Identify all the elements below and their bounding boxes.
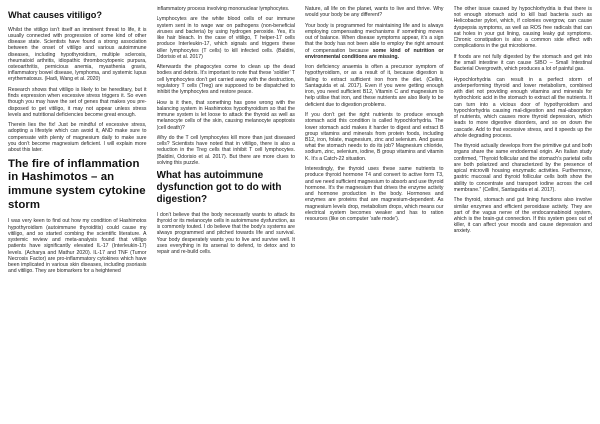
heading-what-causes-vitiligo: What causes vitiligo? [8,10,102,20]
emphasis-text: some kind of nutrition or environmental conditions are missing. [305,47,444,60]
column-1 [8,6,147,420]
column-2 [157,6,296,420]
paragraph: Lymphocytes are the white blood cells of our immune system sent in to wage war on pathogens (non-beneficial viruses and bacteria) by using hydrogen peroxide. Yes, it’s like hair bleach. In the case of vitiligo, T helper-17 cells produce Interleukin-17, which signals and triggers these killer lymphocytes (T cells) to kill infected cells. (Baldini, Odorisio et al. 2017) [156,16,295,60]
column-3 [305,6,444,420]
paragraph: The thyroid, stomach and gut lining functions also involve similar enzymes and efficient peroxidase activity. They are part of the vagus nerve of the endocannabinoid system, which is the brain-gut connection. If this system goes out of killer, it can affect your moods and cause depression and anxiety. [453,197,592,235]
heading-autoimmune-digestion: What has autoimmune dysfunction got to do with digestion? [156,170,282,205]
paragraph [305,23,444,60]
heading-fire-of-inflammation: The fire of inflammation in Hashimotos – an immune system cytokine storm [8,157,146,211]
paragraph: How is it then, that something has gone wrong with the balancing system in Hashimotos hypothyroidism so that the immune system is let loose to attack the thyroid as well as melanocyte cells of the skin, causing melanocyte apoptosis (cell death)? [156,99,295,131]
paragraph: Afterwards the phagocytes come to clean up the dead bodies and debris. It’s important to note that these ‘soldier’ T cell lymphocytes don’t get carried away with the destruction, regulatory T cells (Treg) are supposed to be dispatched to inhibit the lymphocytes and restore peace. [156,64,295,96]
paragraph: Whilst the vitiligo isn’t itself an imminent threat to life, it is usually connected with progression of some kind of other disease state. Scientists have found a strong association between the onset of vitiligo and various autoimmune diseases, including hypothyroidism, multiple sclerosis, rheumatoid arthritis, idiopathic thrombocytopenic purpura, osteoarthritis, pernicious anemia, myasthenia gravis, inflammatory bowel disease, lymphoma, and systemic lupus erythematosus. (Hadi, Wang et al. 2020) [8,26,147,83]
paragraph: inflammatory process involving mononuclear lymphocytes. [156,6,290,12]
paragraph: Therein lies the fix! Just be mindful of excessive stress, adopting a lifestyle which can avoid it, AND make sure to compensate with plenty of magnesium daily to make sure you don’t become magnesium deficient. I will explain more about this later. [8,122,147,154]
paragraph: If foods are not fully digested by the stomach and get into the small intestine it can cause SIBO – Small Intestinal Bacterial Overgrowth, which produces a lot of painful gas. [453,53,592,73]
column-4 [454,6,593,420]
paragraph: Research shows that vitiligo is likely to be hereditary, but it finds expression when excessive stress triggers it. So even though you may have the set of genes that makes you pre-disposed to get vitiligo, it may not appear unless stress levels and nutritional deficiencies become great enough. [8,86,147,118]
paragraph: I was very keen to find out how my condition of Hashimotos hypothyroidism (autoimmune thyroiditis) could cause my vitiligo, and so started combing the scientific literature. A systemic review and meta-analysis found that vitiligo patients have significantly elevated IL-17 (Interleukin-17) levels. (Acharya and Mathur 2020). IL-17 and TNF (Tumor Necrosis Factor) are pro-inflammatory cytokines which have been implicated in various skin diseases, including psoriasis and vitiligo. They are biomarkers for a heightened [8,218,147,275]
paragraph: If you don’t get the right nutrients to produce enough stomach acid this condition is called hypochlorhydria. The lower stomach acid makes it harder to digest and extract B group vitamins and minerals from protein foods, including B12, iron, folate, magnesium, zinc and selenium. And guess what the stomach needs to do its job? Magnesium chloride, sodium, zinc, selenium, iodine, B group vitamins and vitamin K. It’s a Catch-22 situation. [305,112,444,162]
paragraph: Iron deficiency anaemia is often a precursor symptom of hypothyroidism, or as a result of it, because digestion is failing to extract sufficient iron from the diet. (Cellini, Santaguida et al. 2017). Even if you were getting enough iron, you need sufficient B12, Vitamin C and magnesium to help utilise that iron, and these nutrients are also likely to be deficient due to digestion problems. [305,64,444,108]
paragraph: Hypochlorhydria can result in a perfect storm of underperforming thyroid and lower metabolism, combined with diet not providing enough vitamins and minerals for hydrochloric acid in the stomach to extract all the nutrients. It can turn into a vicious door of hypothyroidism and hypochlorhydria causing mal-digestion and mal-absorption of nutrients, which causes more thyroid depression, which leads to more digestive disorders, and so on down the cascade. Add to that excessive stress, and it speeds up the whole degrading process. [453,76,592,139]
paragraph: The other issue caused by hypochlorhydria is that there is not enough stomach acid to kill bad bacteria such as Helicobacter pylori, which, if colonies overgrow, can cause dyspepsia symptoms, as well as ROS free radicals that can eat holes in your gut lining, causing leaky gut symptoms. Chronic constipation is also a common side effect with complications in the gut microbiome. [453,6,592,50]
paragraph: Nature, all life on the planet, wants to live and thrive. Why would your body be any different? [305,6,444,19]
paragraph: I don’t believe that the body necessarily wants to attack its thyroid or its melanocyte cells in autoimmune dysfunction, as is commonly touted. I do believe that the body’s systems are always programmed and pitched towards life and survival. Your body desperately wants you to live and survive well. It uses everything in its arsenal to defend, to detox and to repair and re-build cells. [156,211,295,256]
paragraph: The thyroid actually develops from the primitive gut and both organs share the same endodermal origin. An Italian study confirmed, “Thyroid follicular and the stomach’s parietal cells are both polarized and characterized by the presence of apical microvilli housing enzymatic activities. Furthermore, gastric mucosal and thyroid follicular cells both show the ability to concentrate and transport iodine across the cell membrane.” (Cellini, Santaguida et al. 2017). [453,143,592,193]
paragraph: Why do the T cell lymphocytes kill more than just diseased cells? Scientists have noted that in vitiligo, there is also a reduction in the Treg cells that inhibit T cell lymphocytes. (Baldini, Odorisio et al. 2017). But there are more clues to solving this puzzle. [156,134,295,166]
paragraph: Interestingly, the thyroid uses these same nutrients to produce thyroid hormone T4 and convert to active form T3, and we need sufficient magnesium to absorb and use thyroid hormone. It’s the magnesium that drives the enzyme activity and hormone production in the body. Hormones and enzymes are proteins that are magnesium-dependent. As magnesium levels drop, metabolism drops, which means our electrical system becomes weaker and has to ration resources (like on computer ‘safe mode’). [305,166,444,223]
paragraph-text: Your body is programmed for maintaining life and is always employing compensating mechanisms if something moves out of balance. When disease symptoms appear, it’s a sign that the body has not been able to employ the right amount of compensation because [305,22,444,54]
